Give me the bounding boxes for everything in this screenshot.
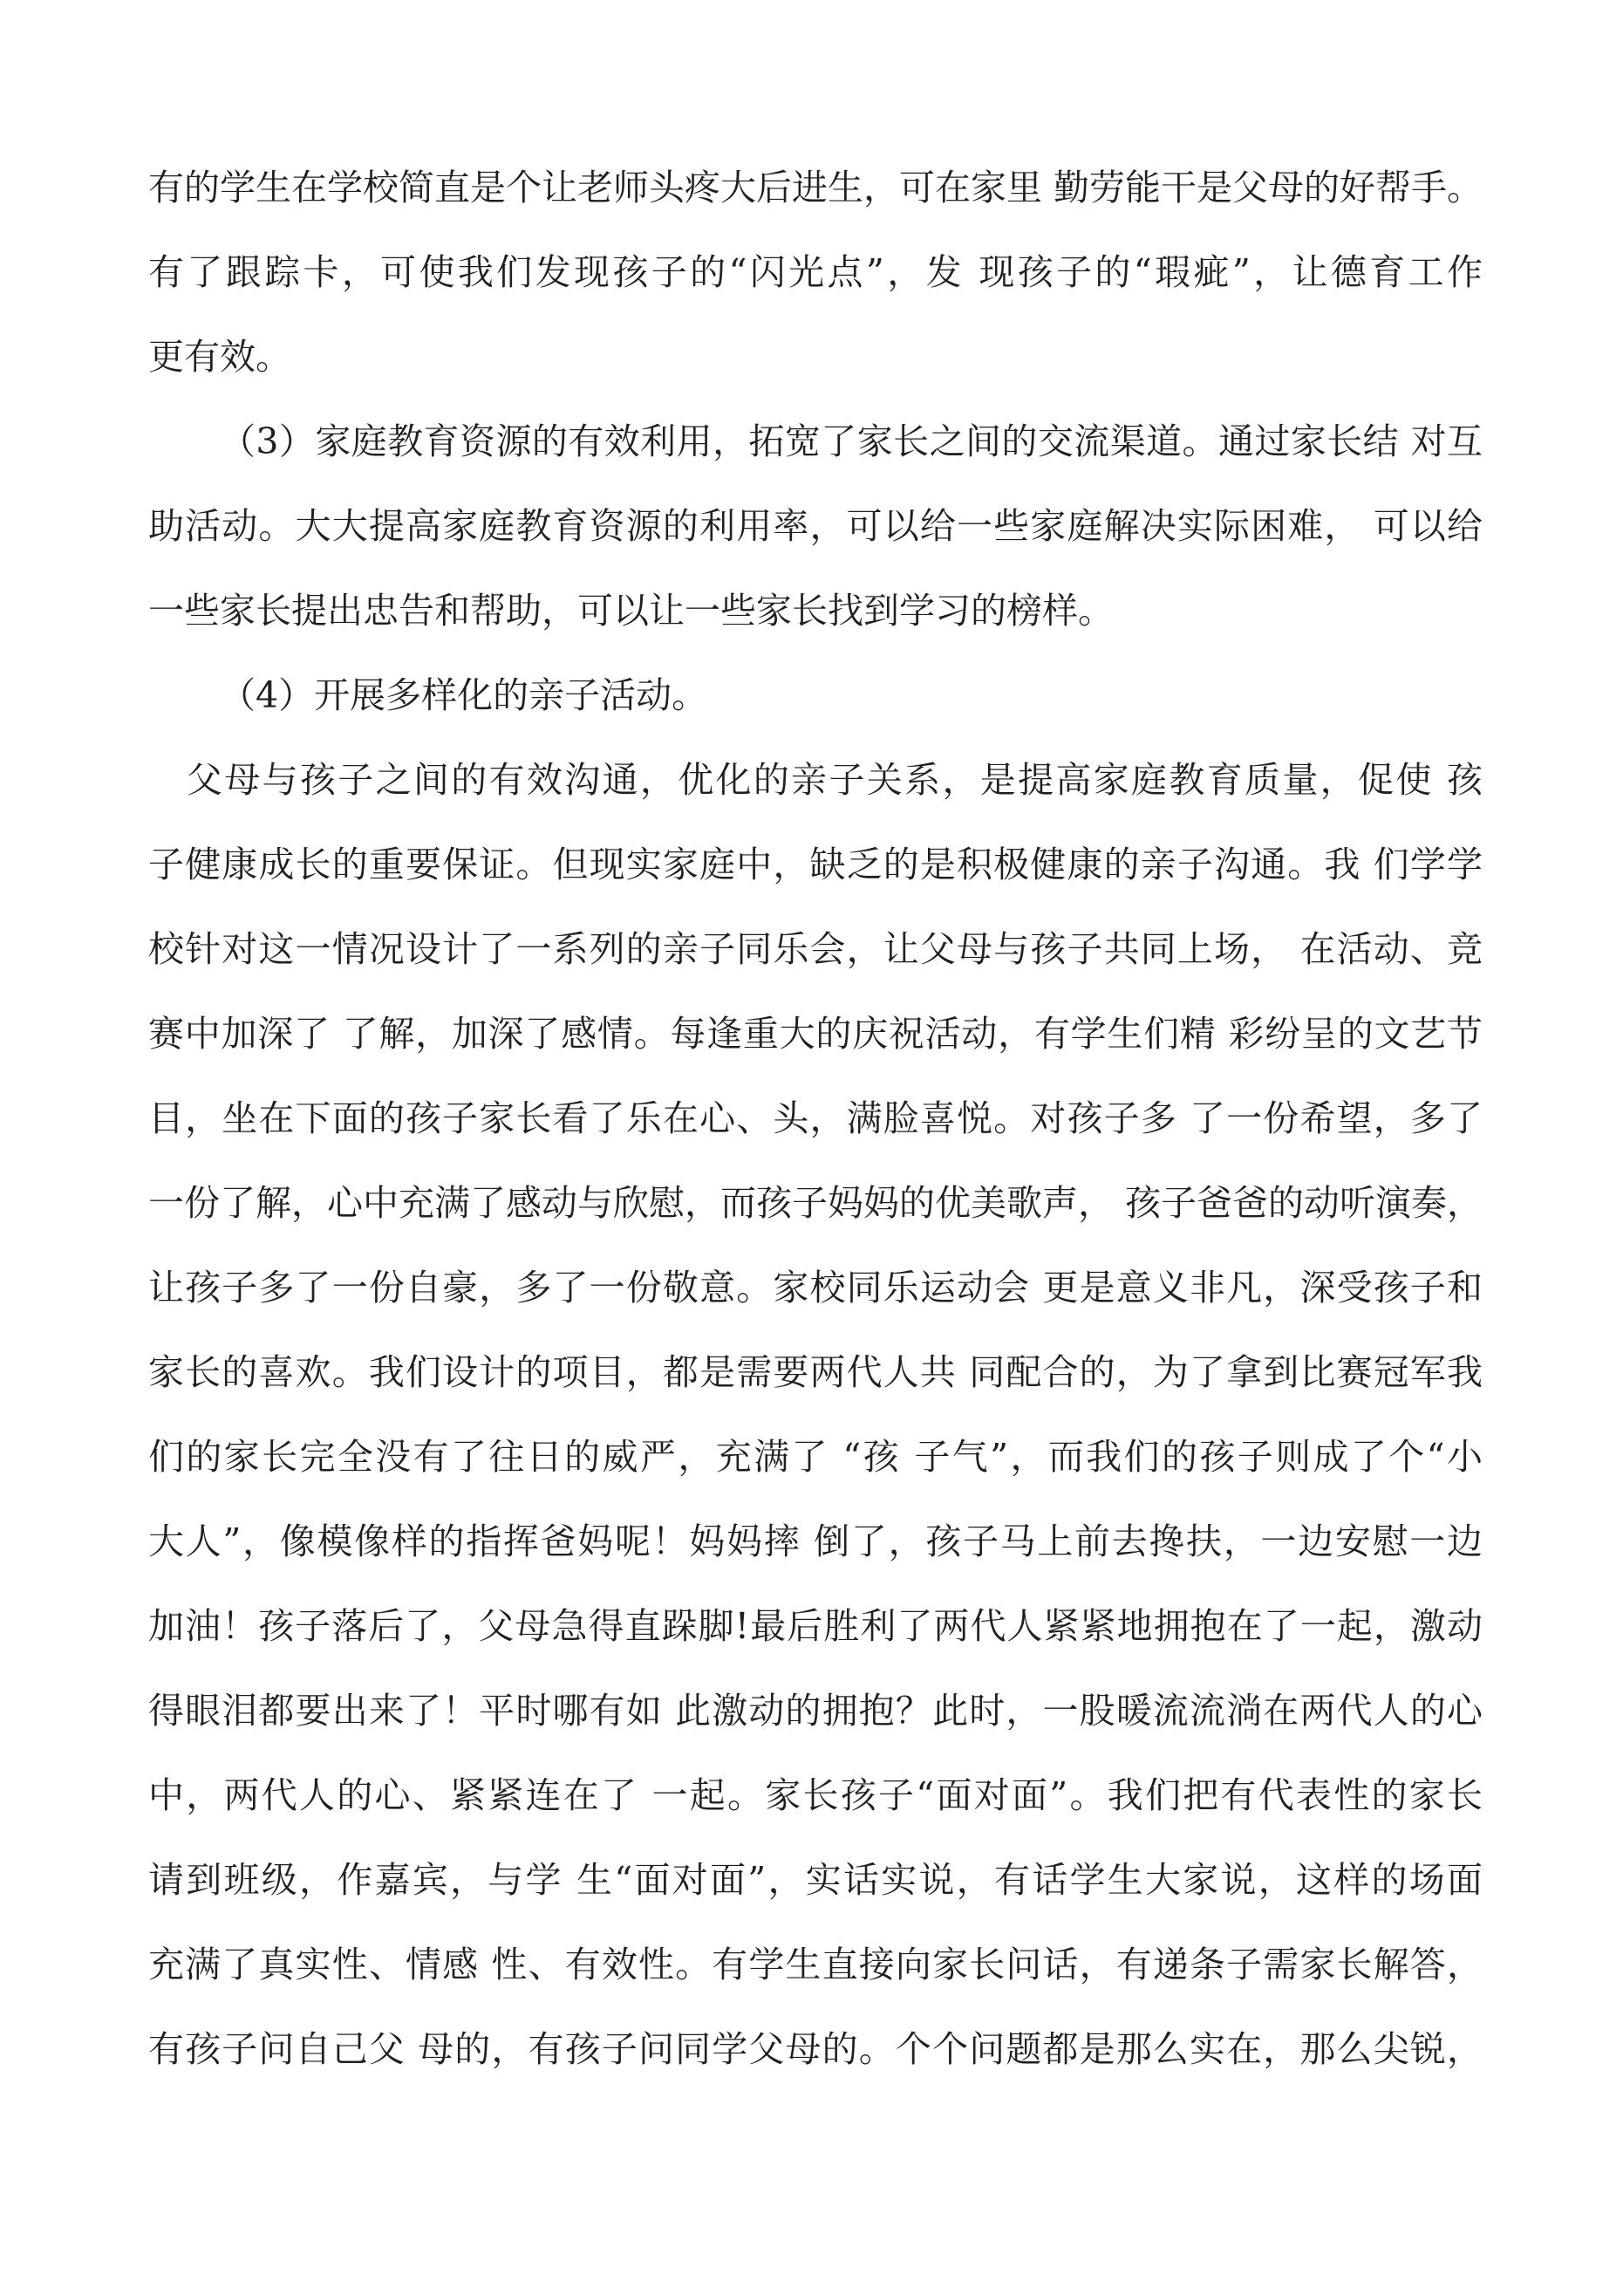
- text-line: 得眼泪都要出来了！平时哪有如 此激动的拥抱？此时，一股暖流流淌在两代人的心: [148, 1690, 1483, 1732]
- text-line: 大人”，像模像样的指挥爸妈呢！妈妈摔 倒了，孩子马上前去搀扶，一边安慰一边: [148, 1520, 1483, 1562]
- paragraph: [148, 749, 1483, 2103]
- text-line: （3）家庭教育资源的有效利用，拓宽了家长之间的交流渠道。通过家长结 对互: [220, 420, 1483, 462]
- text-line: 有的学生在学校简直是个让老师头疼大后进生，可在家里 勤劳能干是父母的好帮手。: [148, 167, 1483, 208]
- text-line: 赛中加深了 了解，加深了感情。每逢重大的庆祝活动，有学生们精 彩纷呈的文艺节: [148, 1013, 1483, 1055]
- text-line: 有了跟踪卡，可使我们发现孩子的“闪光点”，发 现孩子的“瑕疵”，让德育工作: [148, 251, 1483, 293]
- text-line: 让孩子多了一份自豪，多了一份敬意。家校同乐运动会 更是意义非凡，深受孩子和: [148, 1267, 1483, 1309]
- text-line: 目，坐在下面的孩子家长看了乐在心、头，满脸喜悦。对孩子多 了一份希望，多了: [148, 1097, 1483, 1139]
- text-line: 父母与孩子之间的有效沟通，优化的亲子关系，是提高家庭教育质量，促使 孩: [187, 759, 1483, 801]
- text-line: 加油！孩子落后了，父母急得直跺脚!最后胜利了两代人紧紧地拥抱在了一起，激动: [148, 1605, 1483, 1647]
- document-body: [148, 157, 1483, 2103]
- text-line: 助活动。大大提高家庭教育资源的利用率，可以给一些家庭解决实际困难， 可以给: [148, 505, 1483, 547]
- paragraph: [148, 157, 1483, 411]
- paragraph: [148, 411, 1483, 665]
- text-line: 子健康成长的重要保证。但现实家庭中，缺乏的是积极健康的亲子沟通。我 们学学: [148, 844, 1483, 885]
- text-line: 们的家长完全没有了往日的威严，充满了 “孩 子气”，而我们的孩子则成了个“小: [148, 1436, 1483, 1478]
- text-line: （4）开展多样化的亲子活动。: [220, 674, 708, 716]
- text-line: 有孩子问自己父 母的，有孩子问同学父母的。个个问题都是那么实在，那么尖锐，: [148, 2028, 1483, 2070]
- text-line: 校针对这一情况设计了一系列的亲子同乐会，让父母与孩子共同上场， 在活动、竞: [148, 928, 1483, 970]
- text-line: 请到班级，作嘉宾，与学 生“面对面”，实话实说，有话学生大家说，这样的场面: [148, 1859, 1483, 1901]
- text-line: 充满了真实性、情感 性、有效性。有学生直接向家长问话，有递条子需家长解答，: [148, 1944, 1483, 1985]
- text-line: 一份了解，心中充满了感动与欣慰，而孩子妈妈的优美歌声， 孩子爸爸的动听演奏，: [148, 1182, 1483, 1224]
- text-line: 家长的喜欢。我们设计的项目，都是需要两代人共 同配合的，为了拿到比赛冠军我: [148, 1351, 1483, 1393]
- text-line: 一些家长提出忠告和帮助，可以让一些家长找到学习的榜样。: [148, 590, 1114, 632]
- paragraph: [148, 665, 1483, 749]
- text-line: 中，两代人的心、紧紧连在了 一起。家长孩子“面对面”。我们把有代表性的家长: [148, 1774, 1483, 1816]
- text-line: 更有效。: [148, 336, 291, 378]
